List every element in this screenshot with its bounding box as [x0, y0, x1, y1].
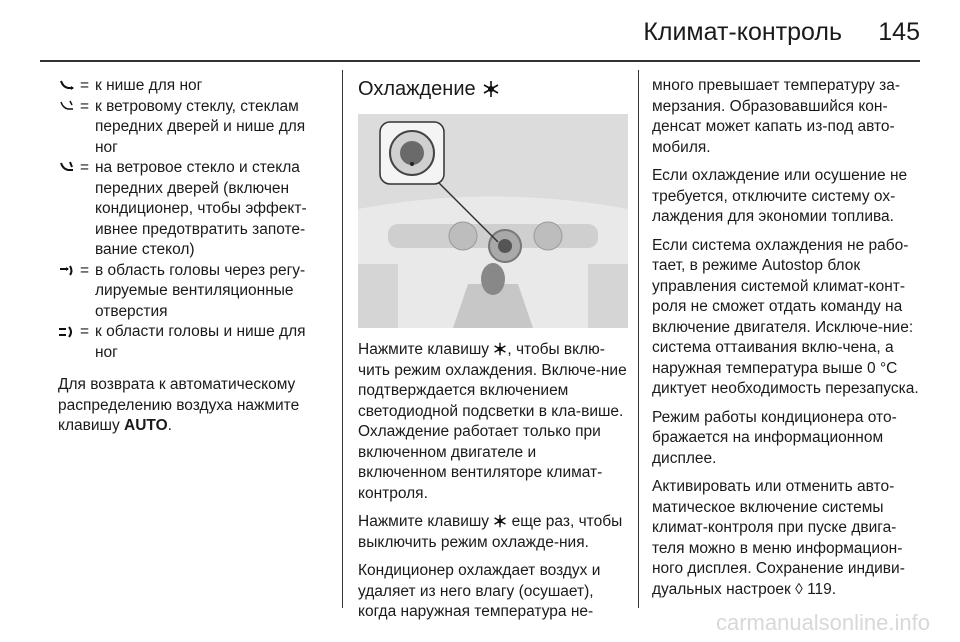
auto-paragraph: Для возврата к автоматическому распределению воздуха нажмите клавишу AUTO. — [58, 376, 300, 434]
page-reference-icon: ◊ — [795, 580, 803, 598]
column-1 — [58, 76, 320, 445]
legend-text: к ветровому стеклу, стеклам передних дверей и нише для ног — [95, 97, 306, 156]
paragraph: Активировать или отменить авто-матическое включение системы климат-контроля при пуске двига-теля можно в меню информацион-ного дисплея. Сохранение индиви-дуальных настроек ◊ 119. — [652, 478, 905, 598]
section-title: Охлаждение — [358, 76, 628, 102]
paragraph: Нажмите клавишу еще раз, чтобы выключить режим охлажде-ния. — [358, 513, 623, 551]
page-header — [0, 14, 960, 50]
paragraph: много превышает температуру за-мерзания. Образовавшийся кон-денсат может капать из-под авто-мобиля. — [652, 77, 901, 156]
paragraph: Кондиционер охлаждает воздух и удаляет из него влагу (осушает), когда наружная температура не- — [358, 562, 601, 620]
column-divider — [638, 70, 639, 608]
legend-text: к нише для ног — [95, 77, 203, 94]
paragraph: Режим работы кондиционера ото-бражается на информационном дисплее. — [652, 408, 897, 467]
column-3 — [652, 76, 924, 608]
legend-row: = к области головы и нише для ног — [58, 322, 320, 363]
snowflake-icon — [493, 514, 507, 528]
climate-control-photo — [358, 114, 628, 328]
snowflake-icon — [493, 342, 507, 356]
legend-row: = в область головы через регу-лируемые вентиляционные отверстия — [58, 261, 320, 323]
watermark: carmanualsonline.info — [715, 610, 930, 635]
defrost-air-icon — [58, 158, 80, 178]
column-2 — [358, 76, 628, 631]
legend-row: = к ветровому стеклу, стеклам передних дверей и нише для ног — [58, 97, 320, 159]
legend-row: = к нише для ног — [58, 76, 320, 97]
column-divider — [342, 70, 343, 608]
page-number: 145 — [878, 18, 920, 46]
windscreen-air-icon — [58, 97, 80, 117]
footwell-air-icon — [58, 76, 80, 96]
legend-row: = на ветровое стекло и стекла передних дверей (включен кондиционер, чтобы эффект-ивнее предотвратить запоте-вание стекол) — [58, 158, 320, 261]
legend-text: к области головы и нише для ног — [95, 323, 306, 361]
legend-text: в область головы через регу-лируемые вентиляционные отверстия — [95, 261, 306, 320]
auto-key-label: AUTO — [124, 417, 168, 434]
paragraph: Если охлаждение или осушение не требуется, отключите систему ох-лаждения для экономии топлива. — [652, 167, 908, 225]
legend-text: на ветровое стекло и стекла передних дверей (включен кондиционер, чтобы эффект-ивнее предотвратить запоте-вание стекол) — [95, 159, 307, 258]
page-title: Климат-контроль — [643, 18, 842, 46]
head-foot-air-icon — [58, 322, 80, 342]
paragraph: Если система охлаждения не рабо-тает, в режиме Autostop блок управления системой климат-конт-роля не сможет отдать команду на включение двигателя. Исключе-ние: система оттаивания вклю-чена, а наружная температура выше 0 °C диктует необходимость перезапуска. — [652, 236, 919, 397]
head-air-icon — [58, 261, 80, 281]
snowflake-icon — [482, 80, 500, 98]
header-rule — [40, 60, 920, 62]
paragraph: Нажмите клавишу , чтобы вклю-чить режим охлаждения. Включе-ние подтверждается включением светодиодной подсветки в кла-више. Охлаждение работает только при включенном двигателе и включенном вентиляторе климат-контроля. — [358, 341, 627, 502]
page-reference[interactable]: 119. — [802, 580, 837, 598]
